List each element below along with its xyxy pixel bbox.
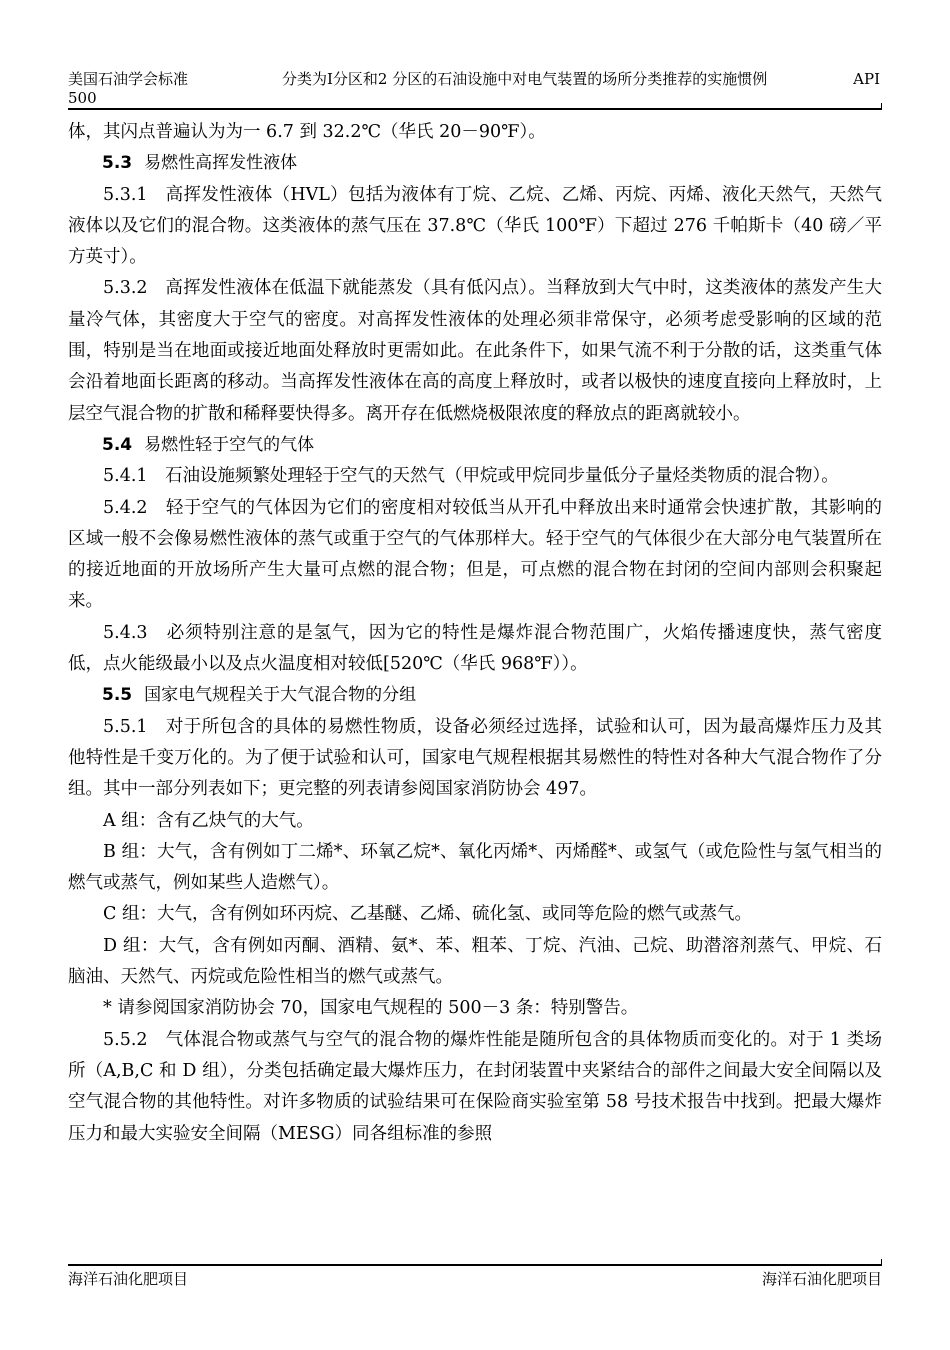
footer-rule-tick bbox=[881, 1259, 882, 1264]
section-heading-5-4 bbox=[68, 430, 882, 461]
header-org: 美国石油学会标准 bbox=[68, 70, 189, 88]
footer-rule bbox=[68, 1264, 882, 1266]
paragraph-5-3-2: 5.3.2 高挥发性液体在低温下就能蒸发（具有低闪点）。当释放到大气中时，这类液体的蒸发产生大量冷气体，其密度大于空气的密度。对高挥发性液体的处理必须非常保守，必须考虑受影响的区域的范围，特别是当在地面或接近地面处释放时更需如此。在此条件下，如果气流不利于分散的话，这类重气体会沿着地面长距离的移动。当高挥发性液体在高的高度上释放时，或者以极快的速度直接向上释放时，上层空气混合物的扩散和稀释要快得多。离开存在低燃烧极限浓度的释放点的距离就较小。 bbox=[68, 278, 882, 424]
page-footer bbox=[68, 1268, 882, 1292]
group-c: C 组：大气，含有例如环丙烷、乙基醚、乙烯、硫化氢、或同等危险的燃气或蒸气。 bbox=[103, 904, 752, 925]
group-b: B 组：大气，含有例如丁二烯*、环氧乙烷*、氧化丙烯*、丙烯醛*、或氢气（或危险性与氢气相当的燃气或蒸气，例如某些人造燃气）。 bbox=[68, 841, 882, 894]
paragraph-5-4-3: 5.4.3 必须特别注意的是氢气，因为它的特性是爆炸混合物范围广，火焰传播速度快，蒸气密度低，点火能级最小以及点火温度相对较低[520℃（华氏 968℉））。 bbox=[68, 622, 882, 675]
section-number: 5.4 bbox=[102, 434, 133, 455]
header-rule-tick bbox=[881, 103, 882, 108]
paragraph-5-5-1: 5.5.1 对于所包含的具体的易燃性物质，设备必须经过选择，试验和认可，因为最高爆炸压力及其他特性是千变万化的。为了便于试验和认可，国家电气规程根据其易燃性的特性对各种大气混合物作了分组。其中一部分列表如下；更完整的列表请参阅国家消防协会 497。 bbox=[68, 716, 882, 800]
footer-right: 海洋石油化肥项目 bbox=[761, 1270, 882, 1288]
header-title: 分类为Ⅰ分区和2 分区的石油设施中对电气装置的场所分类推荐的实施惯例 bbox=[282, 70, 768, 88]
paragraph-continuation: 体，其闪点普遍认为为一 6.7 到 32.2℃（华氏 20－90℉）。 bbox=[68, 122, 546, 142]
header-standard-number: 500 bbox=[68, 89, 97, 107]
group-d: D 组：大气，含有例如丙酮、酒精、氨*、苯、粗苯、丁烷、汽油、己烷、助潜溶剂蒸气、甲烷、石脑油、天然气、丙烷或危险性相当的燃气或蒸气。 bbox=[68, 935, 882, 988]
page-header bbox=[68, 70, 880, 108]
section-title: 国家电气规程关于大气混合物的分组 bbox=[144, 685, 417, 706]
paragraph-5-3-1: 5.3.1 高挥发性液体（HVL）包括为液体有丁烷、乙烷、乙烯、丙烷、丙烯、液化天然气，天然气液体以及它们的混合物。这类液体的蒸气压在 37.8℃（华氏 100℉）下超过 276 千帕斯卡（40 磅／平方英寸）。 bbox=[68, 184, 882, 268]
paragraph-5-4-1: 5.4.1 石油设施频繁处理轻于空气的天然气（甲烷或甲烷同步量低分子量烃类物质的混合物）。 bbox=[103, 466, 839, 487]
paragraph-5-4-2: 5.4.2 轻于空气的气体因为它们的密度相对较低当从开孔中释放出来时通常会快速扩散，其影响的区域一般不会像易燃性液体的蒸气或重于空气的气体那样大。轻于空气的气体很少在大部分电气装置所在的接近地面的开放场所产生大量可点燃的混合物；但是，可点燃的混合物在封闭的空间内部则会积聚起来。 bbox=[68, 497, 882, 612]
group-a: A 组：含有乙炔气的大气。 bbox=[103, 810, 314, 831]
footer-left: 海洋石油化肥项目 bbox=[68, 1270, 189, 1288]
section-heading-5-5 bbox=[68, 680, 882, 711]
section-number: 5.5 bbox=[102, 685, 133, 706]
paragraph-5-5-2: 5.5.2 气体混合物或蒸气与空气的混合物的爆炸性能是随所包含的具体物质而变化的。对于 1 类场所（A,B,C 和 D 组），分类包括确定最大爆炸压力，在封闭装置中夹紧结合的部件之间最大安全间隔以及空气混合物的其他特性。对许多物质的试验结果可在保险商实验室第 58 号技术报告中找到。把最大爆炸压力和最大实验安全间隔（MESG）同各组标准的参照 bbox=[68, 1029, 882, 1144]
section-title: 易燃性轻于空气的气体 bbox=[144, 434, 315, 455]
section-title: 易燃性高挥发性液体 bbox=[144, 153, 298, 174]
section-heading-5-3 bbox=[68, 148, 882, 179]
document-body bbox=[68, 117, 882, 1150]
section-number: 5.3 bbox=[102, 153, 133, 174]
header-api: API bbox=[853, 70, 880, 88]
header-rule bbox=[68, 108, 882, 110]
footnote-warning: * 请参阅国家消防协会 70，国家电气规程的 500－3 条：特别警告。 bbox=[103, 998, 639, 1019]
